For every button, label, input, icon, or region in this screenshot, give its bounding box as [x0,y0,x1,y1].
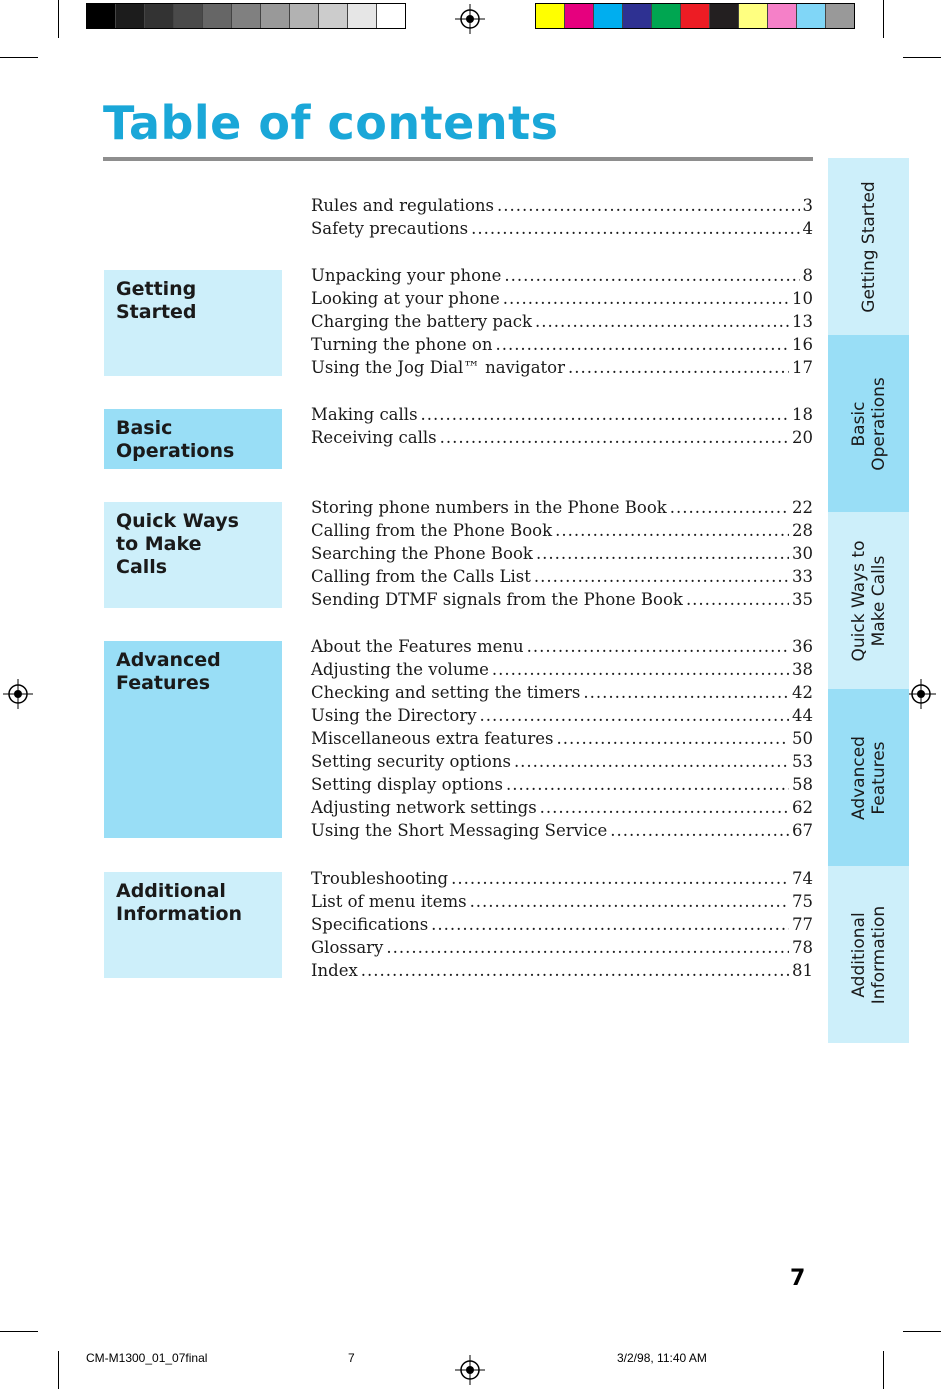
toc-entry[interactable] [311,289,813,312]
color-swatch [203,4,232,28]
toc-entry-page: 36 [792,637,813,656]
toc-entry-page: 74 [792,869,813,888]
toc-entry[interactable] [311,637,813,660]
toc-entry-title: Checking and setting the timers [311,683,581,702]
color-swatch [536,4,565,28]
color-swatch [319,4,348,28]
toc-entry[interactable] [311,312,813,335]
page-title: Table of contents [103,96,559,150]
color-swatch [232,4,261,28]
dot-leader [555,521,789,540]
color-swatch [710,4,739,28]
toc-entry[interactable] [311,567,813,590]
toc-entry-page: 20 [792,428,813,447]
dot-leader [670,498,789,517]
dot-leader [386,938,789,957]
toc-entry[interactable] [311,915,813,938]
toc-entry[interactable] [311,798,813,821]
color-swatch [826,4,854,28]
side-tab-label: Additional Information [848,905,889,1004]
registration-mark-icon [455,4,485,34]
color-swatch [87,4,116,28]
toc-group-quick-ways [311,498,813,613]
toc-entry-page: 81 [792,961,813,980]
toc-entry-title: About the Features menu [311,637,524,656]
toc-entry[interactable] [311,358,813,381]
dot-leader [536,544,789,563]
toc-entry-title: Adjusting the volume [311,660,489,679]
gray-color-bar [86,3,406,29]
page-number: 7 [790,1266,806,1291]
toc-entry[interactable] [311,521,813,544]
toc-group-basic-operations [311,405,813,451]
toc-group-additional-information [311,869,813,984]
toc-entry-title: Specifications [311,915,429,934]
section-label-advanced-features: Advanced Features [104,641,282,838]
color-swatch [652,4,681,28]
section-label-basic-operations: Basic Operations [104,409,282,469]
toc-entry-page: 17 [792,358,813,377]
toc-entry-page: 44 [792,706,813,725]
dot-leader [480,706,789,725]
registration-mark-icon [906,679,936,709]
color-swatch [261,4,290,28]
dot-leader [527,637,789,656]
dot-leader [361,961,789,980]
side-tab-label: Getting Started [858,180,879,313]
section-label-quick-ways: Quick Ways to Make Calls [104,502,282,608]
crop-mark [58,0,59,38]
toc-entry-page: 78 [792,938,813,957]
toc-entry[interactable] [311,869,813,892]
color-swatch [797,4,826,28]
crop-mark [883,1351,884,1389]
toc-entry-page: 8 [802,266,813,285]
toc-entry-title: Rules and regulations [311,196,494,215]
toc-entry-title: Storing phone numbers in the Phone Book [311,498,667,517]
toc-entry[interactable] [311,821,813,844]
toc-entry-title: Charging the battery pack [311,312,533,331]
dot-leader [514,752,789,771]
toc-entry-page: 50 [792,729,813,748]
toc-entry-page: 3 [802,196,813,215]
toc-entry[interactable] [311,938,813,961]
toc-entry[interactable] [311,775,813,798]
toc-entry[interactable] [311,498,813,521]
toc-entry[interactable] [311,266,813,289]
dot-leader [556,729,789,748]
toc-entry-title: Glossary [311,938,384,957]
toc-entry-page: 38 [792,660,813,679]
toc-entry[interactable] [311,961,813,984]
dot-leader [686,590,789,609]
color-swatch [290,4,319,28]
toc-entry-page: 35 [792,590,813,609]
dot-leader [535,312,789,331]
toc-entry[interactable] [311,752,813,775]
color-swatch [565,4,594,28]
dot-leader [451,869,789,888]
toc-entry[interactable] [311,660,813,683]
toc-entry-title: Receiving calls [311,428,437,447]
toc-entry[interactable] [311,683,813,706]
toc-entry-title: Using the Jog Dial™ navigator [311,358,565,377]
toc-entry-page: 13 [792,312,813,331]
toc-entry[interactable] [311,892,813,915]
section-label-getting-started: Getting Started [104,270,282,376]
side-tab-getting-started[interactable] [828,158,909,335]
toc-entry-title: Calling from the Calls List [311,567,531,586]
crop-mark [0,57,38,58]
toc-entry-page: 18 [792,405,813,424]
color-swatch [145,4,174,28]
dot-leader [583,683,789,702]
toc-entry-page: 30 [792,544,813,563]
color-swatch [594,4,623,28]
toc-entry[interactable] [311,706,813,729]
title-rule [103,157,813,161]
crop-mark [0,1331,38,1332]
toc-entry-page: 67 [792,821,813,840]
dot-leader [506,775,789,794]
toc-entry-title: List of menu items [311,892,467,911]
dot-leader [470,892,789,911]
toc-entry[interactable] [311,428,813,451]
color-swatch [681,4,710,28]
color-swatch [377,4,405,28]
side-tab-label: Advanced Features [848,735,889,820]
toc-entry-title: Setting security options [311,752,511,771]
toc-entry-title: Calling from the Phone Book [311,521,553,540]
registration-mark-icon [455,1355,485,1385]
color-swatch [174,4,203,28]
toc-entry-page: 10 [792,289,813,308]
dot-leader [534,567,789,586]
side-tab-advanced-features[interactable] [828,689,909,866]
side-tab-label: Quick Ways to Make Calls [848,540,889,662]
section-label-additional-information: Additional Information [104,872,282,978]
toc-entry-page: 22 [792,498,813,517]
dot-leader [440,428,789,447]
toc-entry[interactable] [311,729,813,752]
side-tab-additional-information[interactable] [828,866,909,1043]
toc-entry[interactable] [311,590,813,613]
side-tab-quick-ways[interactable] [828,512,909,689]
toc-entry-title: Searching the Phone Book [311,544,533,563]
dot-leader [568,358,789,377]
toc-entry-title: Safety precautions [311,219,469,238]
crop-mark [883,0,884,38]
slug-timestamp: 3/2/98, 11:40 AM [617,1351,707,1365]
toc-entry-title: Using the Short Messaging Service [311,821,608,840]
crop-mark [903,1331,941,1332]
toc-group-getting-started [311,196,813,242]
toc-entry-page: 4 [802,219,813,238]
toc-entry[interactable] [311,335,813,358]
toc-entry-title: Using the Directory [311,706,477,725]
crop-mark [58,1351,59,1389]
side-tab-label: Basic Operations [848,376,889,471]
dot-leader [503,289,789,308]
dot-leader [471,219,799,238]
toc-entry-page: 16 [792,335,813,354]
dot-leader [610,821,789,840]
toc-entry-title: Index [311,961,358,980]
toc-entry-page: 77 [792,915,813,934]
color-swatch [348,4,377,28]
toc-entry-title: Unpacking your phone [311,266,502,285]
toc-entry[interactable] [311,544,813,567]
color-swatch [739,4,768,28]
toc-entry-page: 33 [792,567,813,586]
toc-entry-page: 62 [792,798,813,817]
toc-entry[interactable] [311,405,813,428]
toc-entry[interactable] [311,219,813,242]
toc-entry-page: 28 [792,521,813,540]
color-swatch [623,4,652,28]
dot-leader [497,196,800,215]
color-swatch [116,4,145,28]
toc-entry-title: Miscellaneous extra features [311,729,554,748]
toc-entry-title: Troubleshooting [311,869,449,888]
dot-leader [492,660,789,679]
dot-leader [540,798,789,817]
toc-entry-title: Turning the phone on [311,335,493,354]
toc-entry-title: Looking at your phone [311,289,500,308]
dot-leader [504,266,799,285]
process-color-bar [535,3,855,29]
toc-group-getting-started-2 [311,266,813,381]
toc-entry[interactable] [311,196,813,219]
toc-entry-page: 75 [792,892,813,911]
toc-entry-page: 53 [792,752,813,771]
dot-leader [421,405,789,424]
toc-entry-page: 58 [792,775,813,794]
toc-entry-page: 42 [792,683,813,702]
toc-entry-title: Adjusting network settings [311,798,537,817]
crop-mark [903,57,941,58]
toc-entry-title: Sending DTMF signals from the Phone Book [311,590,683,609]
registration-mark-icon [3,679,33,709]
side-tab-basic-operations[interactable] [828,335,909,512]
color-swatch [768,4,797,28]
toc-entry-title: Setting display options [311,775,504,794]
dot-leader [495,335,789,354]
dot-leader [431,915,789,934]
toc-group-advanced-features [311,637,813,844]
slug-page: 7 [348,1351,355,1365]
toc-entry-title: Making calls [311,405,418,424]
slug-filename: CM-M1300_01_07final [86,1351,208,1365]
